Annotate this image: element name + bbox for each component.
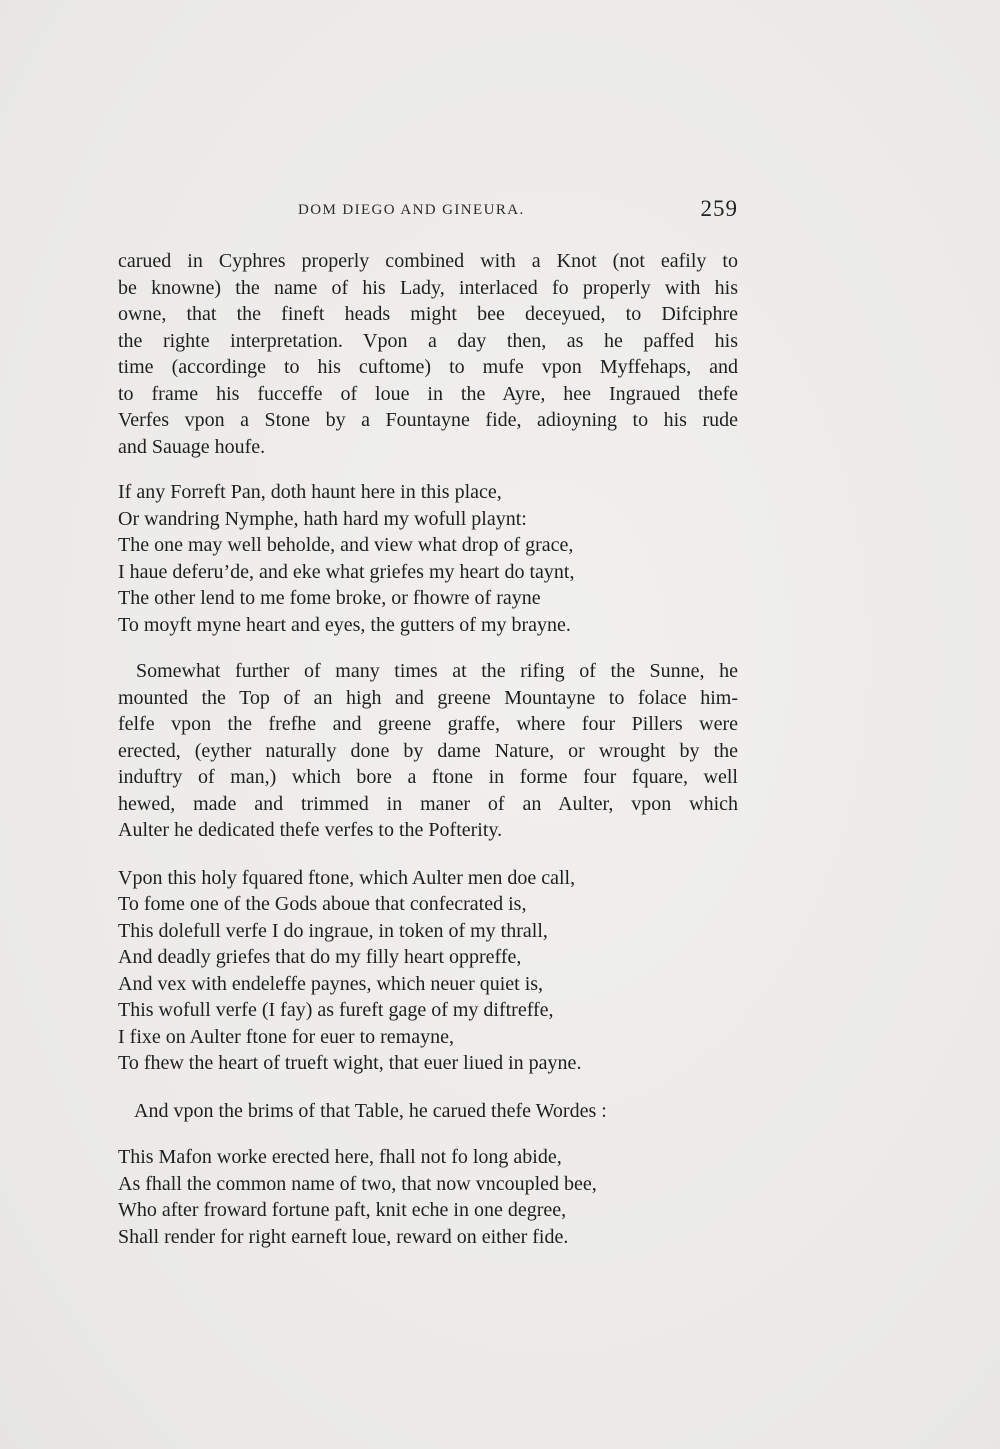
text-line: hewed, made and trimmed in maner of an Aulter, vpon which [118,792,738,815]
text-line: the righte interpretation. Vpon a day then, as he paffed his [118,329,738,352]
verse-line: Or wandring Nymphe, hath hard my wofull playnt: [118,507,527,530]
verse-line: And deadly griefes that do my filly heart oppreffe, [118,946,522,968]
verse-line: I fixe on Aulter ftone for euer to remayne, [118,1025,454,1048]
verse-line: If any Forreft Pan, doth haunt here in this place, [118,481,502,503]
running-title: DOM DIEGO AND GINEURA. [298,202,525,218]
text-line: to frame his fucceffe of loue in the Ayre, hee Ingraued thefe [118,382,738,405]
page-body [118,248,738,1250]
verse-line: This dolefull verfe I do ingraue, in token of my thrall, [118,919,548,942]
verse-line: To moyft myne heart and eyes, the gutters of my brayne. [118,613,571,636]
verse-line: I haue deferu’de, and eke what griefes my heart do taynt, [118,560,575,583]
paragraph-1 [118,248,738,460]
verse-3 [118,1144,738,1250]
page-header [118,196,738,232]
verse-line: The one may well beholde, and view what drop of grace, [118,534,574,556]
text-line: erected, (eyther naturally done by dame Nature, or wrought by the [118,739,738,762]
verse-2 [118,865,738,1077]
paragraph-2 [118,658,738,844]
text-line: owne, that the fineft heads might bee deceyued, to Difciphre [118,303,738,325]
verse-line: To fome one of the Gods aboue that confecrated is, [118,893,527,915]
text-line: and Sauage houfe. [118,435,266,458]
page-number: 259 [700,196,738,221]
verse-3-intro: And vpon the brims of that Table, he carued thefe Wordes : [134,1099,607,1122]
text-line: Aulter he dedicated thefe verfes to the Pofterity. [118,819,503,841]
verse-line: Shall render for right earneft loue, reward on either fide. [118,1225,569,1248]
text-line: carued in Cyphres properly combined with a Knot (not eafily to [118,250,738,272]
verse-line: This wofull verfe (I fay) as fureft gage of my diftreffe, [118,999,554,1021]
text-line: time (accordinge to his cuftome) to mufe vpon Myffehaps, and [118,356,738,378]
text-line: be knowne) the name of his Lady, interlaced fo properly with his [118,276,738,299]
verse-1 [118,479,738,638]
text-line: induftry of man,) which bore a ftone in forme four fquare, well [118,766,738,788]
verse-line: This Mafon worke erected here, fhall not fo long abide, [118,1146,562,1168]
verse-line: As fhall the common name of two, that now vncoupled bee, [118,1172,597,1195]
text-line: Verfes vpon a Stone by a Fountayne fide, adioyning to his rude [118,409,738,431]
text-line: mounted the Top of an high and greene Mountayne to folace him- [118,686,738,709]
verse-line: Who after froward fortune paft, knit eche in one degree, [118,1199,567,1221]
text-line: felfe vpon the frefhe and greene graffe, where four Pillers were [118,713,738,735]
verse-line: To fhew the heart of trueft wight, that euer liued in payne. [118,1052,582,1074]
text-line: Somewhat further of many times at the rifing of the Sunne, he [136,660,738,682]
verse-line: Vpon this holy fquared ftone, which Aulter men doe call, [118,866,576,889]
verse-line: And vex with endeleffe paynes, which neuer quiet is, [118,972,544,995]
verse-line: The other lend to me fome broke, or fhowre of rayne [118,587,541,609]
